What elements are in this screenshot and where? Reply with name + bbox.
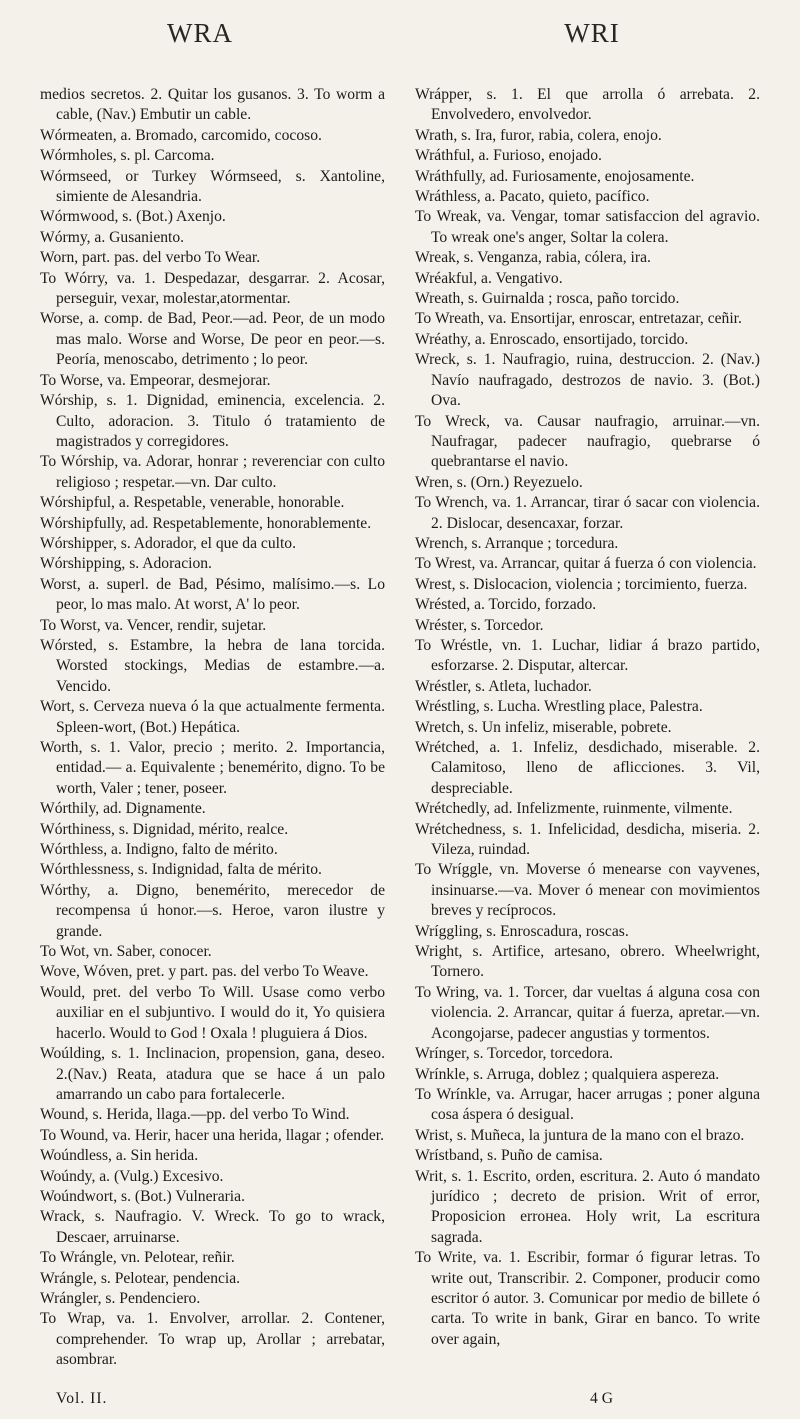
dictionary-entry: Wráthful, a. Furioso, enojado. [415, 147, 602, 165]
dictionary-entry: Wound, s. Herida, llaga.—pp. del verbo To Wind. [40, 1106, 350, 1124]
dictionary-entry: Wrath, s. Ira, furor, rabia, colera, enojo. [415, 126, 662, 144]
page-footer [0, 1390, 800, 1412]
dictionary-entry: Worse, a. comp. de Bad, Peor.—ad. Peor, de un modo mas malo. Worse and Worse, De peor en peor.—s. Peoría, menoscabo, detrimento ; lo peor. [40, 310, 385, 369]
dictionary-entry: Wórship, s. 1. Dignidad, eminencia, excelencia. 2. Culto, adoracion. 3. Titulo ó tratamiento de magistrados y corregidores. [40, 392, 385, 450]
dictionary-entry: Wráthfully, ad. Furiosamente, enojosamente. [415, 167, 695, 185]
dictionary-entry: To Wórship, va. Adorar, honrar ; reverenciar con culto religioso ; respetar.—vn. Dar culto. [40, 453, 385, 491]
dictionary-entry: Wórshipfully, ad. Respetablemente, honorablemente. [40, 514, 372, 532]
signature-mark: 4 G [590, 1390, 613, 1407]
dictionary-entry: Wrápper, s. 1. El que arrolla ó arrebata. 2. Envolvedero, envolvedor. [415, 86, 760, 124]
dictionary-entry: Wráthless, a. Pacato, quieto, pacífico. [415, 188, 650, 206]
dictionary-entry: Wrínger, s. Torcedor, torcedora. [415, 1045, 614, 1063]
dictionary-entry: Writ, s. 1. Escrito, orden, escritura. 2. Auto ó mandato jurídico ; decreto de prision. Writ of error, Proposicion errонea. Holy writ, La escritura sagrada. [415, 1167, 760, 1246]
dictionary-entry: To Wring, va. 1. Torcer, dar vueltas á alguna cosa con violencia. 2. Arrancar, quitar á fuerza, apretar.—vn. Acongojarse, padecer angustias y tormentos. [415, 983, 760, 1042]
dictionary-entry: To Wound, va. Herir, hacer una herida, llagar ; ofender. [40, 1126, 384, 1144]
page-header [0, 18, 800, 58]
dictionary-entry: Wórmwood, s. (Bot.) Axenjo. [40, 208, 226, 226]
running-head-right: WRI [564, 18, 620, 48]
dictionary-entry: Wreak, s. Venganza, rabia, cólera, ira. [415, 249, 651, 267]
dictionary-entry: To Worst, va. Vencer, rendir, sujetar. [40, 616, 267, 634]
dictionary-entry: Wrístband, s. Puño de camisa. [415, 1147, 603, 1165]
dictionary-entry: Wórsted, s. Estambre, la hebra de lana torcida. Worsted stockings, Medias de estambre.—a. Vencido. [40, 636, 385, 695]
dictionary-entry: Wórshipper, s. Adorador, el que da culto. [40, 534, 296, 552]
dictionary-entry: To Wreath, va. Ensortijar, enroscar, entretazar, ceñir. [415, 310, 742, 328]
dictionary-entry: To Wrángle, vn. Pelotear, reñir. [40, 1249, 235, 1267]
dictionary-entry: Wort, s. Cerveza nueva ó la que actualmente fermenta. Spleen-wort, (Bot.) Hepática. [40, 698, 385, 736]
dictionary-entry: Woúndless, a. Sin herida. [40, 1147, 199, 1165]
dictionary-entry: Wréathy, a. Enroscado, ensortijado, torcido. [415, 330, 689, 348]
dictionary-entry: Wréakful, a. Vengativo. [415, 269, 563, 287]
dictionary-entry: Wréstling, s. Lucha. Wrestling place, Palestra. [415, 698, 703, 716]
volume-label: Vol. II. [56, 1390, 108, 1407]
dictionary-entry: To Wríggle, vn. Moverse ó menearse con vayvenes, insinuarse.—va. Mover ó menear con movimientos breves y recíprocos. [415, 861, 760, 920]
dictionary-entry: Wrist, s. Muñeca, la juntura de la mano con el brazo. [415, 1126, 745, 1144]
dictionary-entry: Wrest, s. Dislocacion, violencia ; torcimiento, fuerza. [415, 575, 748, 593]
dictionary-entry: Wren, s. (Orn.) Reyezuelo. [415, 473, 583, 491]
dictionary-entry: Wrésted, a. Torcido, forzado. [415, 596, 597, 614]
dictionary-entry: To Wrap, va. 1. Envolver, arrollar. 2. Contener, comprehender. To wrap up, Arollar ; arrebatar, asombrar. [40, 1310, 385, 1369]
dictionary-entry: Woúndwort, s. (Bot.) Vulneraria. [40, 1187, 245, 1205]
dictionary-entry: Wórthy, a. Digno, benemérito, merecedor de recompensa ú honor.—s. Heroe, varon ilustre y grande. [40, 881, 385, 940]
left-column [40, 85, 385, 1371]
dictionary-entry: Wórthiness, s. Dignidad, mérito, realce. [40, 820, 289, 838]
dictionary-entry: medios secretos. 2. Quitar los gusanos. 3. To worm a cable, (Nav.) Embutir un cable. [40, 86, 385, 124]
dictionary-entry: Wréster, s. Torcedor. [415, 616, 544, 634]
dictionary-entry: Wrench, s. Arranque ; torcedura. [415, 534, 619, 552]
dictionary-entry: Would, pret. del verbo To Will. Usase como verbo auxiliar en el subjuntivo. I would do it, Yo quisiera hacerlo. Would to God ! Oxala ! pluguiera á Dios. [40, 983, 385, 1042]
dictionary-entry: Wórthless, a. Indigno, falto de mérito. [40, 841, 278, 859]
dictionary-entry: Woúndy, a. (Vulg.) Excesivo. [40, 1167, 224, 1185]
dictionary-entry: Wórthlessness, s. Indignidad, falta de mérito. [40, 861, 322, 879]
dictionary-entry: Wove, Wóven, pret. y part. pas. del verbo To Weave. [40, 963, 369, 981]
dictionary-entry: To Wreak, va. Vengar, tomar satisfaccion del agravio. To wreak one's anger, Soltar la colera. [415, 208, 760, 246]
dictionary-entry: Wrétched, a. 1. Infeliz, desdichado, miserable. 2. Calamitoso, lleno de aflicciones. 3. Vil, despreciable. [415, 739, 760, 797]
dictionary-entry: Wretch, s. Un infeliz, miserable, pobrete. [415, 718, 672, 736]
dictionary-entry: Woúlding, s. 1. Inclinacion, propension, gana, deseo. 2.(Nav.) Reata, atadura que se hace á un palo amarrando un cabo para fortalecerle. [40, 1045, 385, 1103]
right-column [415, 85, 760, 1350]
dictionary-entry: Worst, a. superl. de Bad, Pésimo, malísimo.—s. Lo peor, lo mas malo. At worst, A' lo peor. [40, 575, 385, 614]
dictionary-entry: Worn, part. pas. del verbo To Wear. [40, 249, 261, 267]
dictionary-entry: Wright, s. Artifice, artesano, obrero. Wheelwright, Tornero. [415, 943, 760, 981]
dictionary-entry: Wreath, s. Guirnalda ; rosca, paño torcido. [415, 290, 680, 308]
dictionary-entry: Wrángler, s. Pendenciero. [40, 1289, 201, 1307]
dictionary-entry: Wórthily, ad. Dignamente. [40, 800, 206, 818]
dictionary-entry: To Wrest, va. Arrancar, quitar á fuerza ó con violencia. [415, 555, 757, 573]
dictionary-entry: To Wot, vn. Saber, conocer. [40, 943, 212, 961]
dictionary-entry: Wréstler, s. Atleta, luchador. [415, 677, 592, 695]
dictionary-entry: Wríggling, s. Enroscadura, roscas. [415, 922, 629, 940]
dictionary-entry: Wórmy, a. Gusaniento. [40, 228, 185, 246]
dictionary-entry: To Wórry, va. 1. Despedazar, desgarrar. 2. Acosar, perseguir, vexar, molestar,atormentar. [40, 269, 385, 308]
dictionary-entry: To Wrínkle, va. Arrugar, hacer arrugas ; poner alguna cosa áspera ó desigual. [415, 1085, 760, 1124]
dictionary-entry: Wórshipping, s. Adoracion. [40, 555, 212, 573]
dictionary-entry: Wrétchedly, ad. Infelizmente, ruinmente, vilmente. [415, 800, 733, 818]
dictionary-entry: To Worse, va. Empeorar, desmejorar. [40, 371, 271, 389]
dictionary-entry: Wrétchedness, s. 1. Infelicidad, desdicha, miseria. 2. Vileza, ruindad. [415, 820, 760, 859]
dictionary-entry: To Wréstle, vn. 1. Luchar, lidiar á brazo partido, esforzarse. 2. Disputar, altercar. [415, 636, 760, 675]
dictionary-entry: Wórmholes, s. pl. Carcoma. [40, 147, 215, 165]
dictionary-entry: Wórshipful, a. Respetable, venerable, honorable. [40, 494, 345, 512]
dictionary-entry: Wrángle, s. Pelotear, pendencia. [40, 1269, 241, 1287]
dictionary-entry: Wreck, s. 1. Naufragio, ruina, destruccion. 2. (Nav.) Navío naufragado, destrozos de navio. 3. (Bot.) Ova. [415, 351, 760, 410]
dictionary-entry: To Wrench, va. 1. Arrancar, tirar ó sacar con violencia. 2. Dislocar, desencaxar, forzar. [415, 494, 760, 532]
running-head-left: WRA [167, 18, 233, 48]
dictionary-entry: To Write, va. 1. Escribir, formar ó figurar letras. To write out, Transcribir. 2. Componer, producir como escritor ó autor. 3. Comunicar por medio de billete ó carta. To write in bank, Girar en banco. To write over again, [415, 1249, 760, 1348]
dictionary-entry: To Wreck, va. Causar naufragio, arruinar.—vn. Naufragar, padecer naufragio, quebrarse ó quebrantarse el navio. [415, 412, 760, 471]
dictionary-entry: Wórmseed, or Turkey Wórmseed, s. Xantoline, simiente de Alesandria. [40, 167, 385, 206]
dictionary-entry: Wrack, s. Naufragio. V. Wreck. To go to wrack, Descaer, arruinarse. [40, 1208, 385, 1246]
dictionary-entry: Wórmeaten, a. Bromado, carcomido, cocoso. [40, 126, 322, 144]
dictionary-entry: Worth, s. 1. Valor, precio ; merito. 2. Importancia, entidad.— a. Equivalente ; benemérito, digno. To be worth, Valer ; tener, poseer. [40, 739, 385, 797]
dictionary-entry: Wrínkle, s. Arruga, doblez ; qualquiera aspereza. [415, 1065, 720, 1083]
